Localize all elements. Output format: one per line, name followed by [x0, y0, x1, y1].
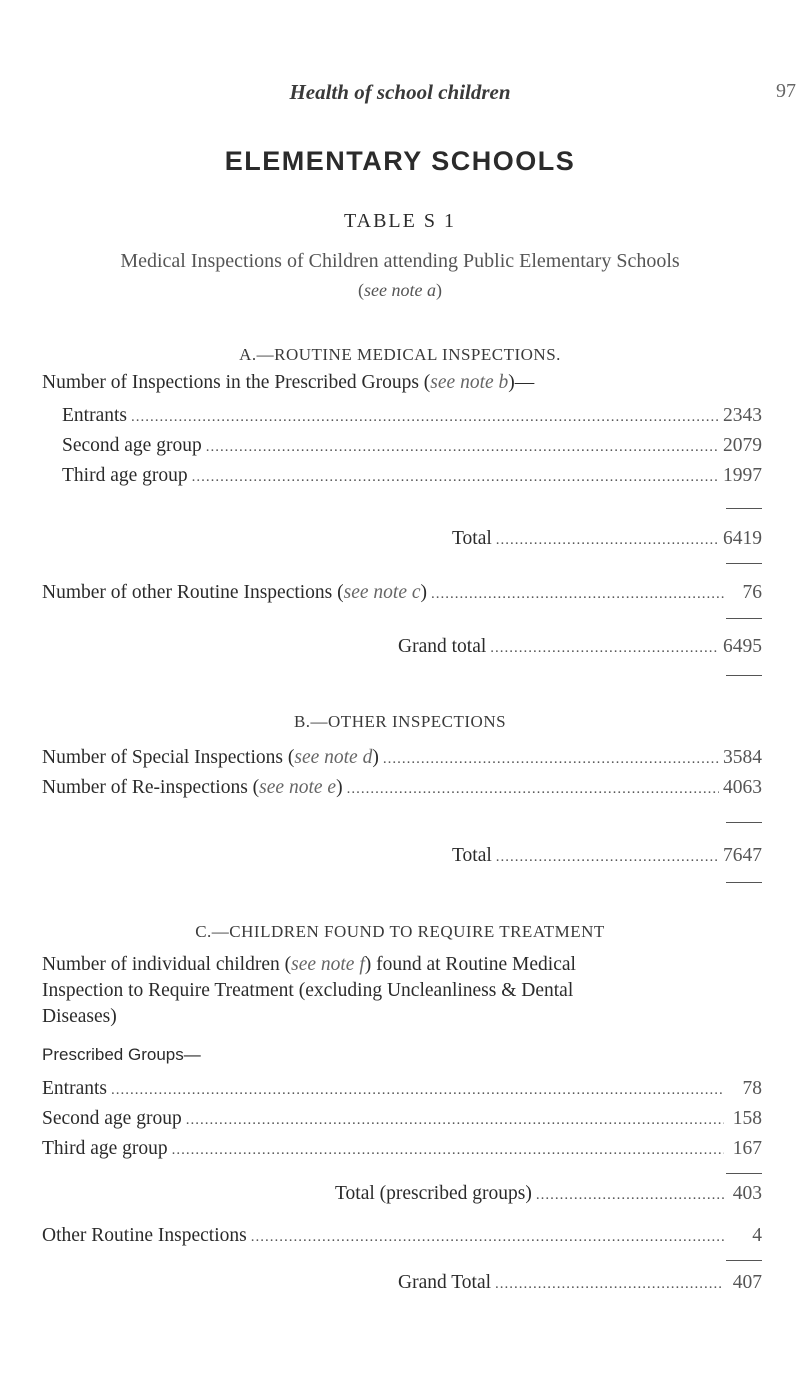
section-c-intro-line1: Number of individual children (see note f) found at Routine Medical [42, 954, 576, 975]
table-label: TABLE S 1 [344, 210, 456, 232]
section-a-intro: Number of Inspections in the Prescribed Groups (see note b)— [42, 372, 535, 393]
rule [726, 1260, 762, 1261]
rule [726, 882, 762, 883]
rule [726, 822, 762, 823]
section-b-total: Total ..... 7647 [452, 845, 762, 871]
rule [726, 508, 762, 509]
section-a-total: Total ..... 6419 [452, 528, 762, 554]
section-c-row-third: Third age group ..... 167 [42, 1138, 762, 1164]
section-a-row-second: Second age group ..... 2079 [62, 435, 762, 461]
rule [726, 1173, 762, 1174]
page-heading: ELEMENTARY SCHOOLS [224, 146, 576, 176]
section-c-other: Other Routine Inspections ..... 4 [42, 1225, 762, 1251]
section-c-row-second: Second age group ..... 158 [42, 1108, 762, 1134]
section-a-row-third: Third age group ..... 1997 [62, 465, 762, 491]
section-c-heading: C.—CHILDREN FOUND TO REQUIRE TREATMENT [195, 922, 605, 941]
section-c-total: Total (prescribed groups) ..... 403 [335, 1183, 762, 1209]
section-b-row-special: Number of Special Inspections (see note d) ..... 3584 [42, 747, 762, 773]
note-ref: see note a [364, 280, 436, 300]
rule [726, 618, 762, 619]
page-number: 97 [776, 80, 796, 102]
section-a-heading: A.—ROUTINE MEDICAL INSPECTIONS. [239, 345, 561, 364]
running-head [0, 80, 800, 108]
section-b-row-reinspections: Number of Re-inspections (see note e) ..... 4063 [42, 777, 762, 803]
table-subtitle: Medical Inspections of Children attending Public Elementary Schools [120, 250, 680, 272]
prescribed-groups-label: Prescribed Groups— [42, 1045, 201, 1064]
section-c-intro-line3: Diseases) [42, 1006, 117, 1027]
section-a-row-entrants: Entrants ..... 2343 [62, 405, 762, 431]
rule [726, 675, 762, 676]
running-title: Health of school children [289, 80, 511, 104]
section-c-intro-line2: Inspection to Require Treatment (excluding Uncleanliness & Dental [42, 980, 574, 1001]
section-c-row-entrants: Entrants ..... 78 [42, 1078, 762, 1104]
section-b-heading: B.—OTHER INSPECTIONS [293, 712, 507, 731]
section-c-grand-total: Grand Total ..... 407 [398, 1272, 762, 1298]
rule [726, 563, 762, 564]
section-a-grand-total: Grand total ..... 6495 [398, 636, 762, 662]
section-a-other: Number of other Routine Inspections (see note c) ..... 76 [42, 582, 762, 608]
table-note: (see note a) [358, 280, 442, 300]
